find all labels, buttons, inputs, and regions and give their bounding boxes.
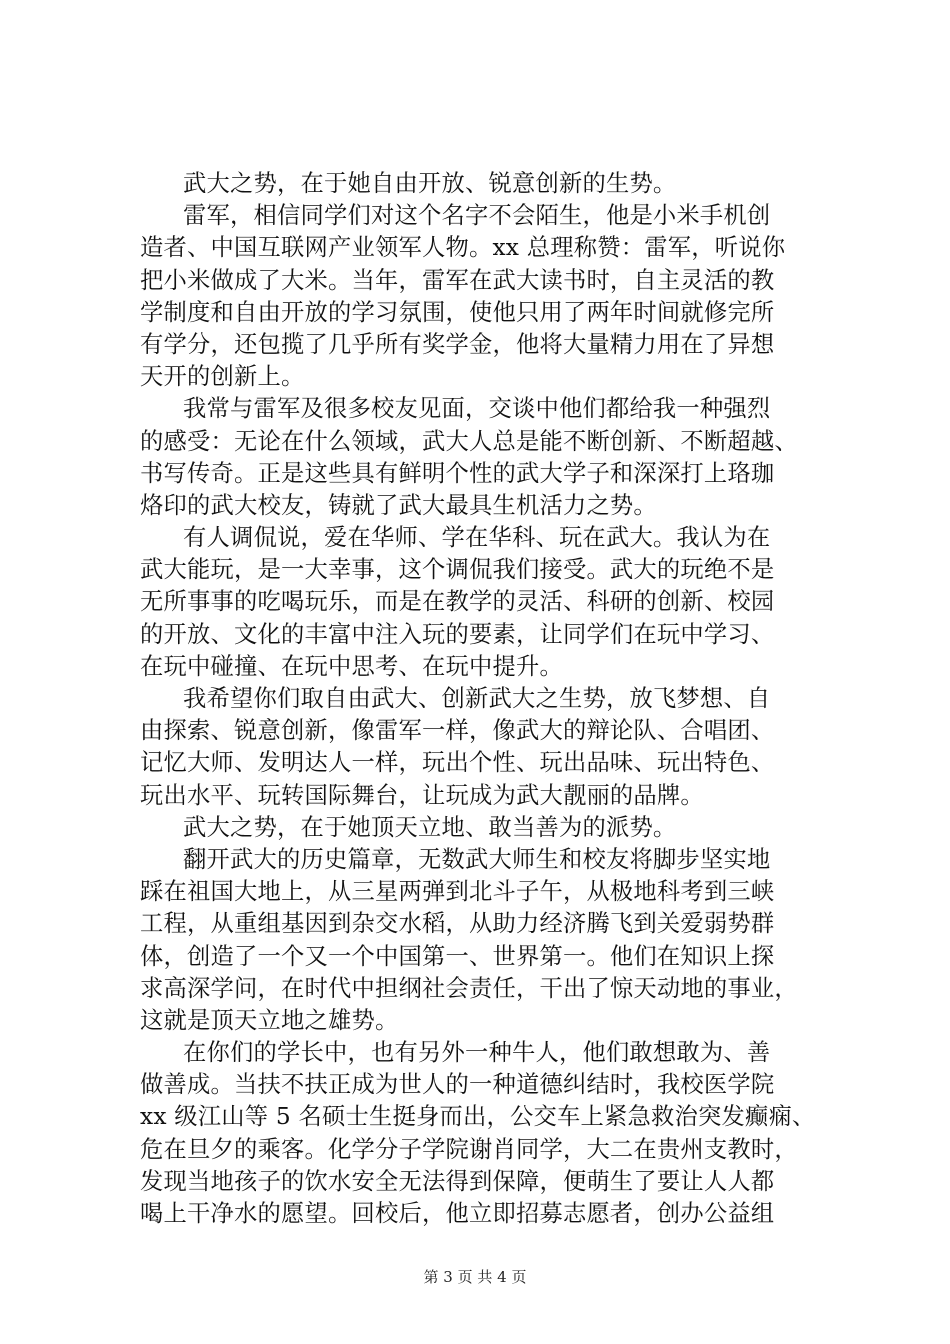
paragraph-line: 我希望你们取自由武大、创新武大之生势，放飞梦想、自 [183,685,771,712]
paragraph-line: 武大能玩，是一大幸事，这个调侃我们接受。武大的玩绝不是 [140,556,775,584]
paragraph-line: 翻开武大的历史篇章，无数武大师生和校友将脚步坚实地 [183,845,771,873]
paragraph-line: 把小米做成了大米。当年，雷军在武大读书时，自主灵活的教 [140,266,775,294]
paragraph-line: 体，创造了一个又一个中国第一、世界第一。他们在知识上探 [140,942,775,970]
paragraph-line: 记忆大师、发明达人一样，玩出个性、玩出品味、玩出特色、 [140,749,775,777]
paragraph-line: 造者、中国互联网产业领军人物。xx 总理称赞：雷军，听说你 [140,234,786,262]
paragraph-line: xx 级江山等 5 名硕士生挺身而出，公交车上紧急救治突发癫痫、 [140,1103,816,1131]
paragraph-line: 危在旦夕的乘客。化学分子学院谢肖同学，大二在贵州支教时， [140,1135,798,1163]
paragraph-line: 学制度和自由开放的学习氛围，使他只用了两年时间就修完所 [140,298,775,326]
paragraph-line: 有人调侃说，爱在华师、学在华科、玩在武大。我认为在 [183,524,771,552]
paragraph-line: 工程，从重组基因到杂交水稻，从助力经济腾飞到关爱弱势群 [140,910,775,938]
paragraph-line: 发现当地孩子的饮水安全无法得到保障，便萌生了要让人人都 [140,1167,775,1195]
paragraph-line: 雷军，相信同学们对这个名字不会陌生，他是小米手机创 [183,202,771,230]
paragraph-line: 这就是顶天立地之雄势。 [140,1006,399,1034]
page-number-footer: 第 3 页 共 4 页 [423,1268,527,1286]
paragraph-line: 天开的创新上。 [140,363,305,391]
paragraph-line: 书写传奇。正是这些具有鲜明个性的武大学子和深深打上珞珈 [140,459,775,487]
paragraph-line: 有学分，还包揽了几乎所有奖学金，他将大量精力用在了异想 [140,330,775,358]
paragraph-line: 武大之势，在于她自由开放、锐意创新的生势。 [183,170,677,197]
paragraph-line: 我常与雷军及很多校友见面，交谈中他们都给我一种强烈 [183,395,771,423]
paragraph-line: 武大之势，在于她顶天立地、敢当善为的派势。 [183,813,677,841]
paragraph-line: 在你们的学长中，也有另外一种牛人，他们敢想敢为、善 [183,1039,771,1067]
paragraph-line: 喝上干净水的愿望。回校后，他立即招募志愿者，创办公益组 [140,1200,775,1227]
paragraph-line: 踩在祖国大地上，从三星两弹到北斗子午，从极地科考到三峡 [140,878,775,906]
paragraph-line: 玩出水平、玩转国际舞台，让玩成为武大靓丽的品牌。 [140,781,704,809]
paragraph-line: 做善成。当扶不扶正成为世人的一种道德纠结时，我校医学院 [140,1071,775,1099]
document-body [140,168,840,1230]
paragraph-line: 的开放、文化的丰富中注入玩的要素，让同学们在玩中学习、 [140,620,775,648]
paragraph-line: 的感受：无论在什么领域，武大人总是能不断创新、不断超越、 [140,427,798,455]
paragraph-line: 在玩中碰撞、在玩中思考、在玩中提升。 [140,652,563,680]
paragraph-line: 求高深学问，在时代中担纲社会责任，干出了惊天动地的事业， [140,974,798,1002]
paragraph-line: 无所事事的吃喝玩乐，而是在教学的灵活、科研的创新、校园 [140,588,775,616]
paragraph-line: 烙印的武大校友，铸就了武大最具生机活力之势。 [140,491,657,519]
paragraph-line: 由探索、锐意创新，像雷军一样，像武大的辩论队、合唱团、 [140,717,775,745]
